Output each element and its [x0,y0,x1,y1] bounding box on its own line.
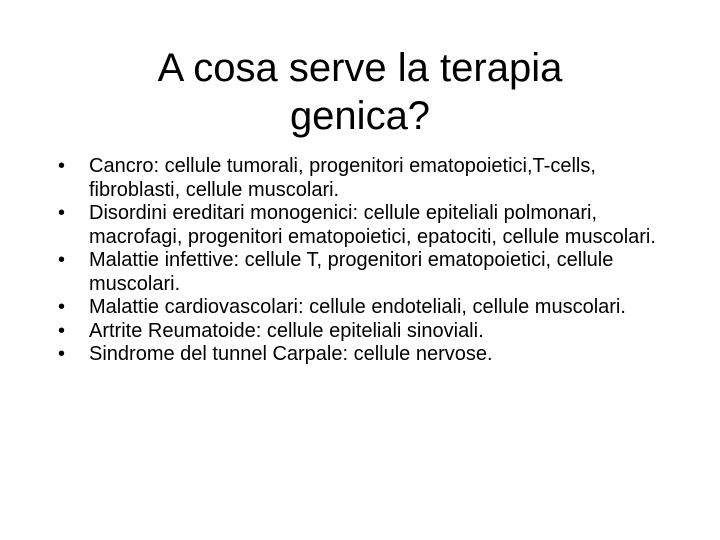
bullet-dot-icon: • [58,319,66,342]
bullet-dot-icon: • [58,343,66,365]
bullet-text: Malattie infettive: cellule T, progenitori ematopoietici, cellule muscolari. [89,249,614,295]
bullet-item [56,249,666,296]
bullet-item [56,155,666,202]
bullet-dot-icon: • [58,249,66,271]
bullet-text: Malattie cardiovascolari: cellule endoteliali, cellule muscolari. [89,296,626,318]
bullet-text: Cancro: cellule tumorali, progenitori ematopoietici,T-cells, fibroblasti, cellule muscolari. [89,155,596,201]
bullet-item [56,320,666,344]
bullet-item [56,343,666,367]
bullet-text: Artrite Reumatoide: cellule epiteliali sinoviali. [89,319,484,342]
bullet-text: Disordini ereditari monogenici: cellule epiteliali polmonari, macrofagi, progenitori ematopoietici, epatociti, cellule muscolari. [89,202,656,248]
bullet-item [56,296,666,320]
bullet-dot-icon: • [58,155,66,177]
slide-title: A cosa serve la terapia genica? [157,46,563,138]
bullet-item [56,202,666,249]
bullet-list [56,155,666,367]
bullet-text: Sindrome del tunnel Carpale: cellule nervose. [89,343,493,365]
bullet-dot-icon: • [58,202,66,224]
bullet-dot-icon: • [58,296,66,318]
